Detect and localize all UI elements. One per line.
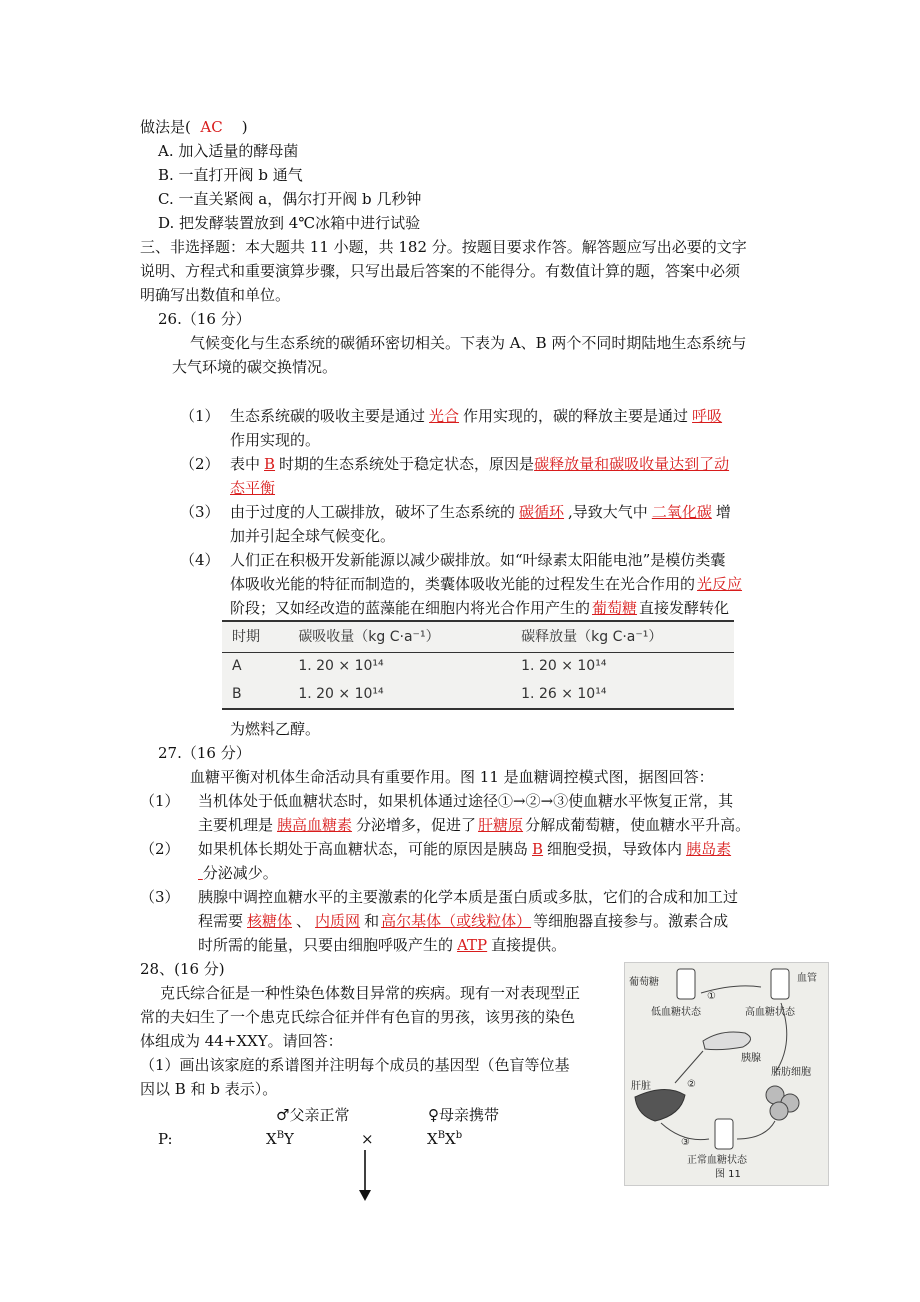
father-genotype: $X^BY$ — [266, 1130, 294, 1148]
generation-p-label: P: — [158, 1130, 173, 1148]
mother-genotype: $X^BX^b$ — [427, 1130, 463, 1148]
table-cell: 1. 20 × 10¹⁴ — [288, 680, 511, 709]
q26-part3-cont: 加并引起全球气候变化。 — [230, 527, 396, 545]
q27-answer-1a: 胰高血糖素 — [277, 816, 353, 834]
q27-header: 27.（16 分） — [158, 744, 251, 762]
q25-option-a: A. 加入适量的酵母菌 — [158, 142, 299, 160]
table-cell: 1. 20 × 10¹⁴ — [298, 658, 384, 675]
q27-answer-3d: ATP — [457, 936, 488, 954]
q28-header: 28、(16 分) — [140, 960, 225, 978]
table-row — [222, 680, 734, 709]
q27-intro: 血糖平衡对机体生命活动具有重要作用。图 11 是血糖调控模式图，据图回答： — [190, 768, 714, 786]
q26-answer-4a: 光反应 — [697, 575, 743, 593]
table-cell: 1. 26 × 10¹⁴ — [511, 680, 734, 709]
table-cell: B — [222, 680, 288, 709]
q25-option-c: C. 一直关紧阀 a，偶尔打开阀 b 几秒钟 — [158, 190, 422, 208]
arrow-fat-icon — [737, 1121, 775, 1139]
q25-answer: AC — [200, 118, 223, 136]
table-header-period: 时期 — [222, 621, 288, 652]
pancreas-icon — [703, 1032, 751, 1050]
section3-line1: 三、非选择题：本大题共 11 小题，共 182 分。按题目要求作答。解答题应写出必要的文字 — [140, 238, 747, 256]
table-row — [222, 652, 734, 680]
label-high: 高血糖状态 — [745, 1007, 795, 1018]
q28-intro2: 常的夫妇生了一个患克氏综合征并伴有色盲的男孩，该男孩的染色 — [140, 1008, 576, 1026]
low-vessel-icon — [677, 969, 695, 999]
figure-caption: 图 11 — [715, 1169, 741, 1180]
q26-part4-line2: 体吸收光能的特征而制造的，类囊体吸收光能的过程发生在光合作用的 光反应 — [230, 575, 743, 593]
q26-part4-line3: 阶段；又如经改造的蓝藻能在细胞内将光合作用产生的 葡萄糖 直接发酵转化 — [230, 599, 730, 617]
q26-header: 26.（16 分） — [158, 310, 251, 328]
table-cell: A — [232, 658, 242, 675]
q28-part1b: 因以 B 和 b 表示）。 — [140, 1080, 278, 1098]
q27-answer-3b: 内质网 — [315, 912, 361, 930]
label-vessel: 血管 — [797, 973, 817, 984]
q26-answer-2a: B — [264, 455, 276, 473]
q26-intro2: 大气环境的碳交换情况。 — [172, 358, 338, 376]
q26-part4-end: 为燃料乙醇。 — [230, 720, 321, 738]
q26-part3: （3） 由于过度的人工碳排放，破坏了生态系统的 碳循环 ,导致大气中 二氧化碳 增 — [180, 503, 731, 521]
q27-part3: （3） 胰腺中调控血糖水平的主要激素的化学本质是蛋白质或多肽，它们的合成和加工过 — [140, 888, 739, 906]
q26-part4: （4） 人们正在积极开发新能源以减少碳排放。如“叶绿素太阳能电池”是模仿类囊 — [180, 551, 726, 569]
q28-intro1: 克氏综合征是一种性染色体数目异常的疾病。现有一对表现型正 — [160, 984, 581, 1002]
q25-stem: 做法是( AC ) — [140, 118, 248, 136]
fat-cell-icon — [770, 1102, 788, 1120]
q26-part2-cont: 态平衡 — [230, 479, 276, 497]
circle-1: ① — [707, 991, 716, 1002]
q27-part3-line2: 程需要 核糖体 、 内质网 和 高尔基体（或线粒体） 等细胞器直接参与。激素合成 — [198, 912, 729, 930]
figure-11-diagram — [624, 962, 829, 1186]
q27-answer-3a: 核糖体 — [247, 912, 293, 930]
q27-answer-3c: 高尔基体（或线粒体） — [381, 912, 532, 930]
q25-option-d: D. 把发酵装置放到 4℃冰箱中进行试验 — [158, 214, 421, 232]
q28-part1a: （1）画出该家庭的系谱图并注明每个成员的基因型（色盲等位基 — [140, 1056, 570, 1074]
cross-symbol: × — [361, 1130, 374, 1148]
circle-3: ③ — [681, 1137, 690, 1148]
q27-part1-cont: 主要机理是 胰高血糖素 分泌增多，促进了 肝糖原 分解成葡萄糖，使血糖水平升高。 — [198, 816, 751, 834]
liver-icon — [635, 1089, 685, 1121]
section3-line2: 说明、方程式和重要演算步骤，只写出最后答案的不能得分。有数值计算的题，答案中必须 — [140, 262, 741, 280]
table-header-row — [222, 621, 734, 652]
mother-label: ♀母亲携带 — [428, 1106, 499, 1124]
q26-answer-3a: 碳循环 — [519, 503, 565, 521]
q27-part1: （1） 当机体处于低血糖状态时，如果机体通过途径①→②→③使血糖水平恢复正常，其 — [140, 792, 734, 810]
down-arrow-icon — [355, 1150, 375, 1202]
q26-answer-2b: 碳释放量和碳吸收量达到了动 — [534, 455, 730, 473]
circle-2: ② — [687, 1079, 696, 1090]
label-low: 低血糖状态 — [651, 1007, 701, 1018]
q26-part1-cont: 作用实现的。 — [230, 431, 321, 449]
q27-part2: （2） 如果机体长期处于高血糖状态，可能的原因是胰岛 B 细胞受损，导致体内 胰岛素 — [140, 837, 735, 861]
q27-part2-cont: 分泌减少。 — [202, 864, 278, 882]
arrow-3-icon — [661, 1123, 709, 1140]
label-fat-cell: 脂肪细胞 — [771, 1067, 811, 1078]
normal-vessel-icon — [715, 1119, 733, 1149]
q27-answer-2b: 胰岛素 — [686, 840, 732, 858]
q26-intro1: 气候变化与生态系统的碳循环密切相关。下表为 A、B 两个不同时期陆地生态系统与 — [190, 334, 747, 352]
table-header-release: 碳释放量（kg C·a⁻¹） — [511, 621, 734, 652]
q26-answer-1b: 呼吸 — [692, 407, 723, 425]
table-header-absorb: 碳吸收量（kg C·a⁻¹） — [288, 621, 511, 652]
q25-option-b: B. 一直打开阀 b 通气 — [158, 166, 303, 184]
label-normal: 正常血糖状态 — [687, 1155, 747, 1166]
label-pancreas: 胰腺 — [741, 1053, 761, 1064]
q26-answer-4b: 葡萄糖 — [592, 599, 638, 617]
q27-answer-2a: B — [532, 840, 544, 858]
father-label: ♂父亲正常 — [276, 1106, 350, 1124]
q26-answer-3b: 二氧化碳 — [651, 503, 712, 521]
q27-answer-1b: 肝糖原 — [478, 816, 524, 834]
high-vessel-icon — [771, 969, 789, 999]
section3-line3: 明确写出数值和单位。 — [140, 286, 291, 304]
label-liver: 肝脏 — [631, 1081, 651, 1092]
q26-answer-1a: 光合 — [429, 407, 460, 425]
label-glucose: 葡萄糖 — [629, 977, 659, 988]
q27-part3-line3: 时所需的能量，只要由细胞呼吸产生的 ATP 直接提供。 — [198, 936, 567, 954]
carbon-exchange-table — [222, 620, 734, 710]
q26-part2: （2） 表中 B 时期的生态系统处于稳定状态，原因是碳释放量和碳吸收量达到了动 — [180, 455, 730, 473]
table-cell: 1. 20 × 10¹⁴ — [521, 658, 607, 675]
q26-part1: （1） 生态系统碳的吸收主要是通过 光合 作用实现的，碳的释放主要是通过 呼吸 — [180, 404, 726, 428]
q28-intro3: 体组成为 44+XXY。请回答： — [140, 1032, 343, 1050]
